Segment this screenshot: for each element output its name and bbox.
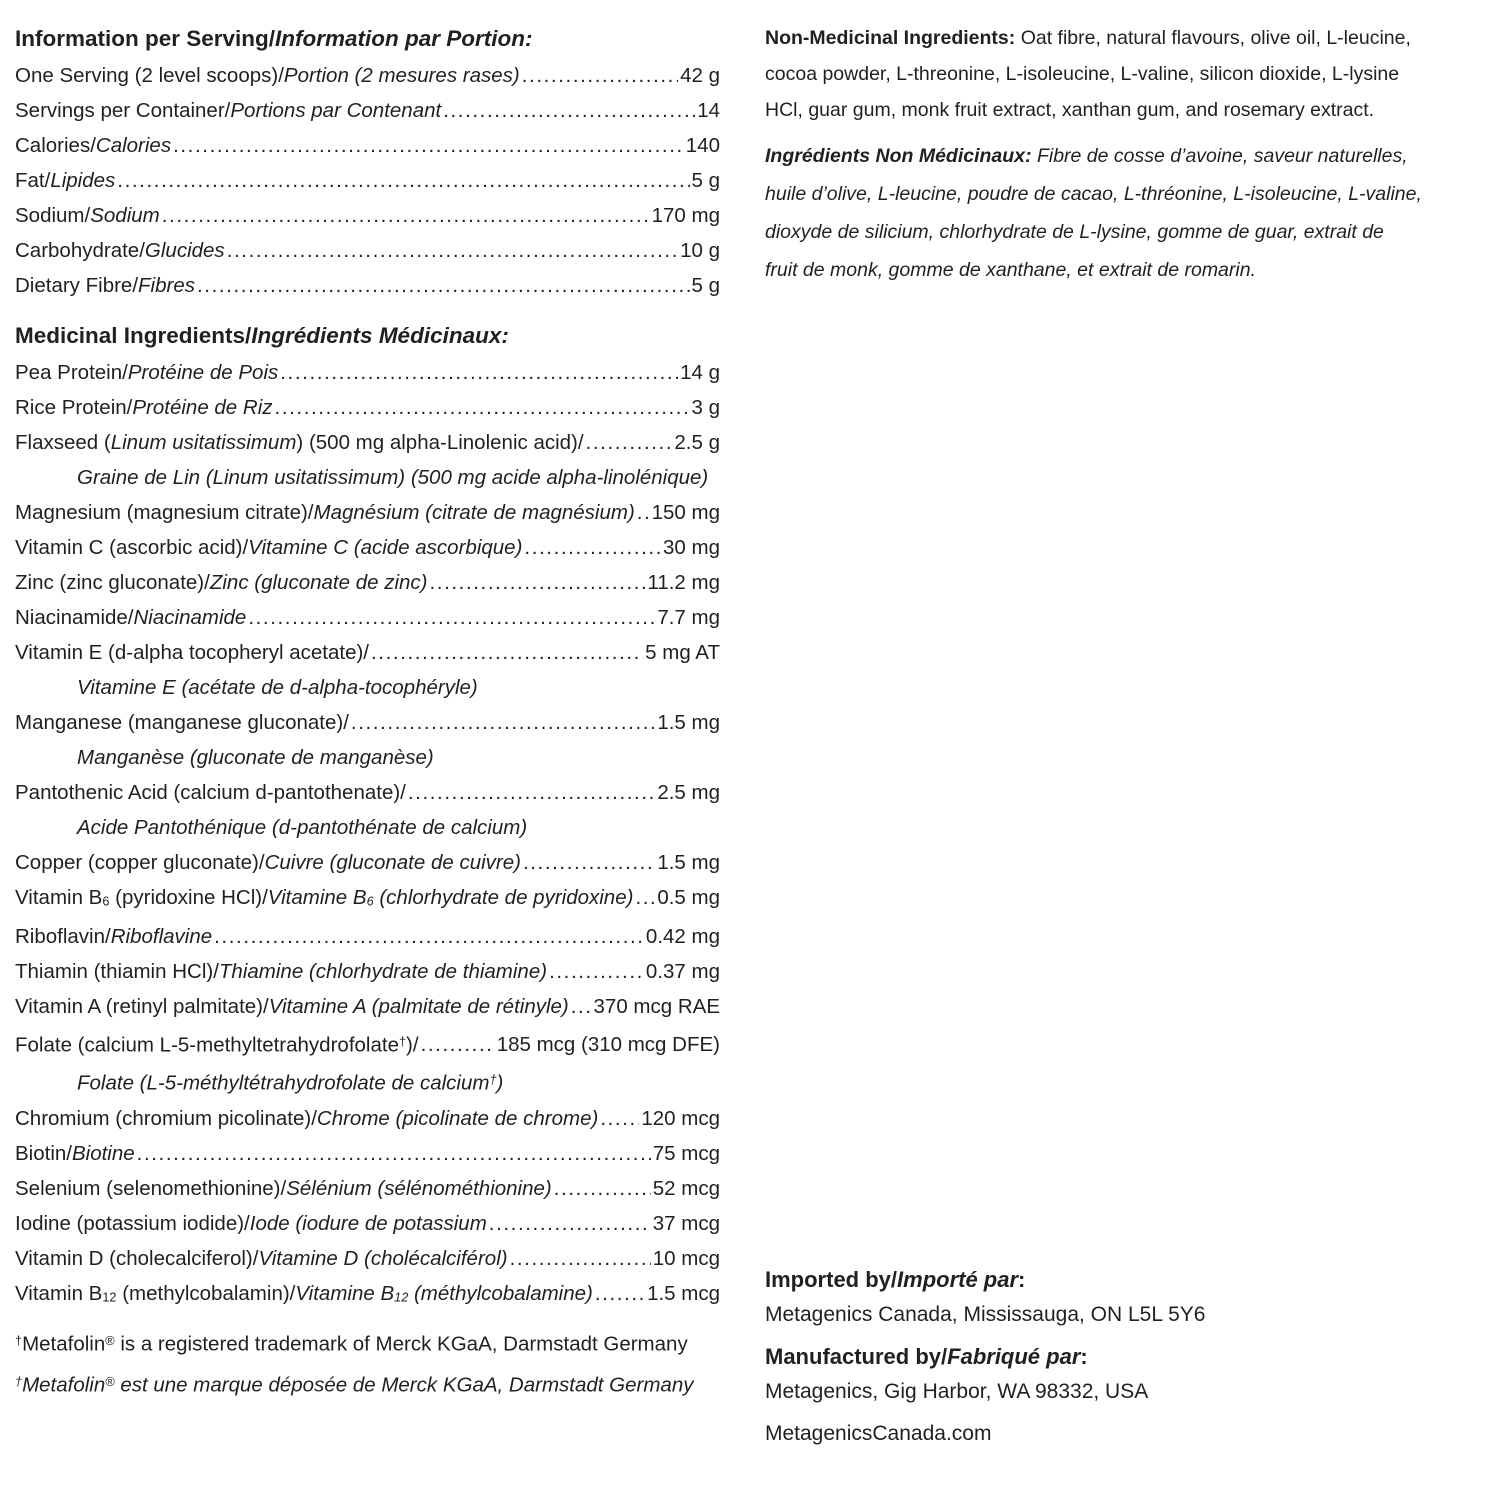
ingredient-value: 5 g bbox=[691, 274, 720, 297]
ingredient-value: 140 bbox=[685, 134, 720, 157]
dotted-leader bbox=[571, 989, 592, 1024]
text-segment: Fat/ bbox=[15, 169, 51, 192]
text-segment: Portion (2 mesures rases) bbox=[283, 64, 520, 87]
dotted-leader bbox=[117, 163, 689, 198]
ingredient-value: 14 bbox=[697, 99, 720, 122]
dotted-leader bbox=[137, 1136, 651, 1171]
text-segment: Importé par bbox=[897, 1267, 1019, 1292]
medicinal-row bbox=[15, 635, 720, 670]
non-medicinal-fr-paragraph bbox=[765, 137, 1477, 289]
medicinal-row bbox=[15, 810, 720, 845]
text-segment: Oat fibre, natural flavours, olive oil, L-leucine, bbox=[1020, 27, 1411, 49]
ingredient-value: 120 mcg bbox=[641, 1106, 720, 1130]
medicinal-row bbox=[15, 989, 720, 1024]
ingredient-name bbox=[765, 56, 1399, 92]
ingredient-value: 2.5 g bbox=[674, 431, 720, 454]
medicinal-row bbox=[15, 1136, 720, 1171]
ingredient-value: 52 mcg bbox=[652, 1176, 720, 1200]
dotted-leader bbox=[637, 495, 650, 530]
dotted-leader bbox=[408, 775, 655, 810]
ingredient-value: 37 mcg bbox=[652, 1211, 720, 1235]
ingredient-value: 150 mg bbox=[651, 501, 720, 524]
ingredient-name bbox=[15, 845, 521, 880]
serving-info-rows bbox=[15, 58, 720, 303]
ingredient-name bbox=[77, 670, 478, 705]
imported-by-label bbox=[765, 1262, 1477, 1297]
serving-info-header bbox=[15, 20, 720, 58]
text-segment: Iode (iodure de potassium bbox=[249, 1211, 487, 1235]
medicinal-row bbox=[15, 1062, 720, 1101]
text-segment: Ingrédients Non Médicinaux: bbox=[765, 145, 1037, 167]
text-segment: Non-Medicinal Ingredients: bbox=[765, 27, 1021, 49]
text-segment: Flaxseed ( bbox=[15, 431, 111, 454]
paragraph-line bbox=[765, 20, 1477, 56]
dotted-leader bbox=[510, 1241, 651, 1276]
text-segment: ) bbox=[496, 1071, 504, 1095]
paragraph-line bbox=[765, 251, 1477, 289]
text-segment: 12 bbox=[102, 1289, 117, 1305]
medicinal-row bbox=[15, 355, 720, 390]
text-segment: † bbox=[15, 1333, 23, 1349]
text-segment: Zinc (gluconate de zinc) bbox=[209, 571, 428, 594]
text-segment: Vitamin B bbox=[15, 886, 103, 909]
text-segment: Vitamine E (acétate de d-alpha-tocophéryle) bbox=[77, 676, 478, 699]
text-segment: Vitamin E (d-alpha tocopheryl acetate)/ bbox=[15, 641, 370, 664]
ingredient-name bbox=[15, 775, 406, 810]
text-segment: Information per Serving/ bbox=[15, 26, 276, 51]
dotted-leader bbox=[421, 1027, 495, 1062]
ingredient-name bbox=[15, 128, 171, 163]
medicinal-row bbox=[15, 600, 720, 635]
ingredient-name bbox=[765, 175, 1422, 213]
medicinal-row bbox=[15, 775, 720, 810]
ingredient-value: 7.7 mg bbox=[657, 606, 720, 629]
dotted-leader bbox=[595, 1276, 645, 1311]
dotted-leader bbox=[173, 128, 684, 163]
text-segment: 6 bbox=[102, 893, 110, 909]
text-segment: Glucides bbox=[144, 239, 225, 262]
dotted-leader bbox=[635, 880, 655, 915]
text-segment: Fibre de cosse d’avoine, saveur naturelles, bbox=[1036, 145, 1408, 167]
text-segment: is a registered trademark of Merck KGaA, Darmstadt Germany bbox=[114, 1333, 688, 1357]
ingredient-name bbox=[15, 705, 349, 740]
text-segment: Carbohydrate/ bbox=[15, 239, 145, 262]
ingredient-name bbox=[15, 989, 569, 1024]
ingredient-value: 30 mg bbox=[663, 536, 720, 559]
text-segment: huile d’olive, L-leucine, poudre de cacao, L-thréonine, L-isoleucine, L-valine, bbox=[765, 183, 1422, 205]
ingredient-value: 11.2 mg bbox=[647, 571, 720, 594]
text-segment: Zinc (zinc gluconate)/ bbox=[15, 571, 210, 594]
text-segment: Metafolin bbox=[22, 1333, 106, 1357]
ingredient-name bbox=[765, 20, 1411, 56]
serving-row bbox=[15, 163, 720, 198]
medicinal-row bbox=[15, 845, 720, 880]
ingredient-value: 14 g bbox=[680, 361, 720, 384]
text-segment: † bbox=[15, 1374, 23, 1390]
text-segment: Fibres bbox=[138, 274, 195, 297]
text-segment: ® bbox=[105, 1333, 115, 1349]
paragraph-line bbox=[765, 92, 1477, 128]
text-segment: Vitamin B bbox=[15, 1281, 103, 1305]
dotted-leader bbox=[600, 1101, 639, 1136]
ingredient-name bbox=[15, 1171, 552, 1206]
text-segment: ® bbox=[105, 1374, 115, 1390]
text-segment: (chlorhydrate de pyridoxine) bbox=[373, 886, 634, 909]
dotted-leader bbox=[443, 93, 695, 128]
ingredient-value: 5 mg AT bbox=[645, 641, 720, 664]
paragraph-line bbox=[765, 56, 1477, 92]
text-segment: Manufactured by/ bbox=[765, 1344, 948, 1369]
medicinal-ingredients-header bbox=[15, 317, 720, 355]
text-segment: (méthylcobalamine) bbox=[408, 1281, 593, 1305]
medicinal-row bbox=[15, 1171, 720, 1206]
ingredient-name bbox=[77, 740, 434, 775]
ingredient-name bbox=[77, 460, 708, 495]
ingredient-name bbox=[15, 1206, 487, 1241]
medicinal-row bbox=[15, 1101, 720, 1136]
text-segment: fruit de monk, gomme de xanthane, et extrait de romarin. bbox=[765, 259, 1256, 281]
medicinal-row bbox=[15, 740, 720, 775]
medicinal-row bbox=[15, 495, 720, 530]
text-segment: Sodium bbox=[90, 204, 160, 227]
serving-row bbox=[15, 128, 720, 163]
medicinal-row bbox=[15, 1024, 720, 1063]
medicinal-row bbox=[15, 1241, 720, 1276]
text-segment: Selenium (selenomethionine)/ bbox=[15, 1176, 287, 1200]
ingredient-value: 0.42 mg bbox=[645, 924, 720, 948]
ingredient-name bbox=[15, 163, 115, 198]
text-segment: Vitamine B bbox=[295, 1281, 395, 1305]
medicinal-row bbox=[15, 565, 720, 600]
medicinal-row bbox=[15, 880, 720, 919]
text-segment: Chrome (picolinate de chrome) bbox=[316, 1106, 599, 1130]
text-segment: Biotin/ bbox=[15, 1141, 72, 1165]
footnote-line bbox=[15, 1363, 720, 1404]
ingredient-value: 1.5 mg bbox=[657, 711, 720, 734]
text-segment: dioxyde de silicium, chlorhydrate de L-lysine, gomme de guar, extrait de bbox=[765, 221, 1384, 243]
dotted-leader bbox=[214, 919, 644, 954]
text-segment: Metafolin bbox=[22, 1373, 106, 1397]
medicinal-row bbox=[15, 705, 720, 740]
text-segment: 12 bbox=[394, 1289, 409, 1305]
text-segment: Servings per Container/ bbox=[15, 99, 231, 122]
text-segment: Portions par Contenant bbox=[230, 99, 442, 122]
text-segment: Iodine (potassium iodide)/ bbox=[15, 1211, 250, 1235]
text-segment: Rice Protein/ bbox=[15, 396, 133, 419]
ingredient-name bbox=[15, 198, 160, 233]
dotted-leader bbox=[586, 425, 673, 460]
text-segment: Fabriqué par bbox=[947, 1344, 1081, 1369]
text-segment: Vitamin A (retinyl palmitate)/ bbox=[15, 994, 269, 1018]
text-segment: Copper (copper gluconate)/ bbox=[15, 851, 265, 874]
dotted-leader bbox=[371, 635, 643, 670]
website-url: MetagenicsCanada.com bbox=[765, 1422, 992, 1445]
text-segment: Biotine bbox=[71, 1141, 135, 1165]
ingredient-name bbox=[15, 495, 635, 530]
ingredient-name bbox=[15, 93, 441, 128]
text-segment: Vitamine D (cholécalciférol) bbox=[258, 1246, 508, 1270]
medicinal-row bbox=[15, 425, 720, 460]
text-segment: Vitamin D (cholecalciferol)/ bbox=[15, 1246, 259, 1270]
paragraph-line bbox=[765, 213, 1477, 251]
text-segment: Folate (L-5-méthyltétrahydrofolate de calcium bbox=[77, 1071, 490, 1095]
ingredient-name bbox=[15, 530, 522, 565]
text-segment: Dietary Fibre/ bbox=[15, 274, 139, 297]
text-segment: cocoa powder, L-threonine, L-isoleucine, L-valine, silicon dioxide, L-lysine bbox=[765, 63, 1400, 85]
text-segment: (pyridoxine HCl)/ bbox=[109, 886, 268, 909]
dotted-leader bbox=[162, 198, 650, 233]
ingredient-name bbox=[15, 1101, 598, 1136]
ingredient-value: 5 g bbox=[691, 169, 720, 192]
medicinal-row bbox=[15, 390, 720, 425]
dotted-leader bbox=[429, 565, 645, 600]
text-segment: Cuivre (gluconate de cuivre) bbox=[264, 851, 521, 874]
dotted-leader bbox=[489, 1206, 651, 1241]
ingredient-name bbox=[15, 1024, 419, 1063]
medicinal-row bbox=[15, 530, 720, 565]
dotted-leader bbox=[280, 355, 678, 390]
ingredient-name bbox=[15, 1241, 508, 1276]
text-segment: Ingrédients Médicinaux: bbox=[251, 323, 509, 348]
serving-row bbox=[15, 198, 720, 233]
text-segment: Chromium (chromium picolinate)/ bbox=[15, 1106, 317, 1130]
text-segment: Thiamin (thiamin HCl)/ bbox=[15, 959, 219, 983]
text-segment: ) (500 mg alpha-Linolenic acid)/ bbox=[296, 431, 584, 454]
ingredient-name bbox=[15, 1136, 135, 1171]
text-segment: Information par Portion: bbox=[275, 26, 533, 51]
text-segment: Pea Protein/ bbox=[15, 361, 128, 384]
paragraph-line bbox=[765, 137, 1477, 175]
text-segment: Linum usitatissimum bbox=[110, 431, 297, 454]
text-segment: Magnésium (citrate de magnésium) bbox=[313, 501, 635, 524]
ingredient-name bbox=[15, 600, 246, 635]
medicinal-row bbox=[15, 919, 720, 954]
manufactured-by-address: Metagenics, Gig Harbor, WA 98332, USA bbox=[765, 1380, 1149, 1403]
dotted-leader bbox=[554, 1171, 651, 1206]
dotted-leader bbox=[522, 58, 678, 93]
ingredient-name bbox=[15, 635, 369, 670]
ingredient-value: 3 g bbox=[691, 396, 720, 419]
ingredient-name bbox=[15, 565, 427, 600]
text-segment: Riboflavin/ bbox=[15, 924, 111, 948]
text-segment: Protéine de Riz bbox=[132, 396, 273, 419]
text-segment: Vitamine A (palmitate de rétinyle) bbox=[268, 994, 569, 1018]
dotted-leader bbox=[227, 233, 678, 268]
ingredient-value: 1.5 mcg bbox=[647, 1281, 720, 1305]
manufactured-by-label bbox=[765, 1339, 1477, 1374]
ingredient-name bbox=[15, 1363, 693, 1404]
dotted-leader bbox=[523, 845, 655, 880]
text-segment: † bbox=[398, 1033, 407, 1049]
serving-row bbox=[15, 93, 720, 128]
text-segment: Vitamin C (ascorbic acid)/ bbox=[15, 536, 249, 559]
text-segment: Folate (calcium L-5-methyltetrahydrofolate bbox=[15, 1033, 399, 1057]
ingredient-name bbox=[77, 810, 527, 845]
ingredient-name bbox=[765, 251, 1256, 289]
dotted-leader bbox=[248, 600, 655, 635]
dotted-leader bbox=[351, 705, 655, 740]
text-segment: Vitamine C (acide ascorbique) bbox=[248, 536, 523, 559]
ingredient-name bbox=[15, 1322, 688, 1363]
text-segment: Magnesium (magnesium citrate)/ bbox=[15, 501, 314, 524]
ingredient-name bbox=[15, 233, 225, 268]
text-segment: Acide Pantothénique (d-pantothénate de calcium) bbox=[77, 816, 528, 839]
medicinal-row bbox=[15, 670, 720, 705]
medicinal-row bbox=[15, 460, 720, 495]
serving-row bbox=[15, 233, 720, 268]
serving-row bbox=[15, 58, 720, 93]
ingredient-value: 10 g bbox=[680, 239, 720, 262]
text-segment: Medicinal Ingredients/ bbox=[15, 323, 252, 348]
dotted-leader bbox=[197, 268, 690, 303]
text-segment: Niacinamide bbox=[133, 606, 247, 629]
ingredient-name bbox=[15, 1276, 593, 1315]
ingredient-name bbox=[765, 92, 1374, 128]
text-segment: Calories bbox=[95, 134, 172, 157]
ingredient-name bbox=[15, 390, 273, 425]
manufacturer-info bbox=[765, 1262, 1477, 1451]
text-segment: )/ bbox=[406, 1033, 419, 1057]
text-segment: Lipides bbox=[50, 169, 116, 192]
trademark-footnotes bbox=[15, 1322, 720, 1403]
ingredient-value: 10 mcg bbox=[652, 1246, 720, 1270]
text-segment: Manganese (manganese gluconate)/ bbox=[15, 711, 349, 734]
imported-by-address: Metagenics Canada, Mississauga, ON L5L 5Y6 bbox=[765, 1303, 1206, 1326]
text-segment: HCl, guar gum, monk fruit extract, xanthan gum, and rosemary extract. bbox=[765, 99, 1375, 121]
text-segment: Manganèse (gluconate de manganèse) bbox=[77, 746, 434, 769]
text-segment: : bbox=[1018, 1267, 1026, 1292]
ingredient-name bbox=[15, 58, 520, 93]
paragraph-line bbox=[765, 175, 1477, 213]
serving-row bbox=[15, 268, 720, 303]
ingredient-name bbox=[765, 137, 1408, 175]
medicinal-row bbox=[15, 1276, 720, 1315]
ingredient-name bbox=[15, 880, 633, 919]
ingredient-value: 185 mcg (310 mcg DFE) bbox=[496, 1033, 720, 1057]
medicinal-row bbox=[15, 1206, 720, 1241]
ingredient-value: 170 mg bbox=[651, 204, 720, 227]
ingredient-name bbox=[15, 954, 547, 989]
text-segment: Pantothenic Acid (calcium d-pantothenate)/ bbox=[15, 781, 406, 804]
ingredient-value: 75 mcg bbox=[652, 1141, 720, 1165]
ingredient-value: 0.5 mg bbox=[657, 886, 720, 909]
dotted-leader bbox=[549, 954, 644, 989]
text-segment: Calories/ bbox=[15, 134, 96, 157]
ingredient-name bbox=[77, 1062, 503, 1101]
non-medicinal-en-paragraph bbox=[765, 20, 1477, 128]
ingredient-name bbox=[15, 268, 195, 303]
text-segment: Vitamine B bbox=[267, 886, 367, 909]
text-segment: Graine de Lin (Linum usitatissimum) (500 mg acide alpha-linolénique) bbox=[77, 466, 709, 489]
text-segment: : bbox=[1080, 1344, 1088, 1369]
text-segment: Thiamine (chlorhydrate de thiamine) bbox=[218, 959, 548, 983]
non-medicinal-panel bbox=[765, 20, 1477, 289]
text-segment: One Serving (2 level scoops)/ bbox=[15, 64, 284, 87]
text-segment: Protéine de Pois bbox=[127, 361, 279, 384]
ingredient-value: 0.37 mg bbox=[645, 959, 720, 983]
text-segment: Imported by/ bbox=[765, 1267, 898, 1292]
text-segment: (methylcobalamin)/ bbox=[116, 1281, 296, 1305]
text-segment: † bbox=[489, 1072, 497, 1088]
footnote-line bbox=[15, 1322, 720, 1363]
ingredient-value: 2.5 mg bbox=[657, 781, 720, 804]
text-segment: 6 bbox=[366, 893, 374, 909]
ingredient-name bbox=[15, 355, 278, 390]
text-segment: Sodium/ bbox=[15, 204, 91, 227]
text-segment: Riboflavine bbox=[110, 924, 213, 948]
ingredient-name bbox=[15, 425, 584, 460]
text-segment: est une marque déposée de Merck KGaA, Darmstadt Germany bbox=[114, 1373, 694, 1397]
dotted-leader bbox=[275, 390, 690, 425]
dotted-leader bbox=[524, 530, 661, 565]
medicinal-ingredients-rows bbox=[15, 355, 720, 1314]
ingredient-name bbox=[15, 919, 212, 954]
medicinal-row bbox=[15, 954, 720, 989]
text-segment: Sélénium (sélénométhionine) bbox=[286, 1176, 552, 1200]
ingredient-value: 370 mcg RAE bbox=[593, 994, 720, 1018]
ingredient-value: 1.5 mg bbox=[657, 851, 720, 874]
ingredient-name bbox=[765, 213, 1384, 251]
nutrition-facts-panel bbox=[15, 20, 720, 1404]
text-segment: Niacinamide/ bbox=[15, 606, 134, 629]
ingredient-value: 42 g bbox=[680, 64, 720, 87]
